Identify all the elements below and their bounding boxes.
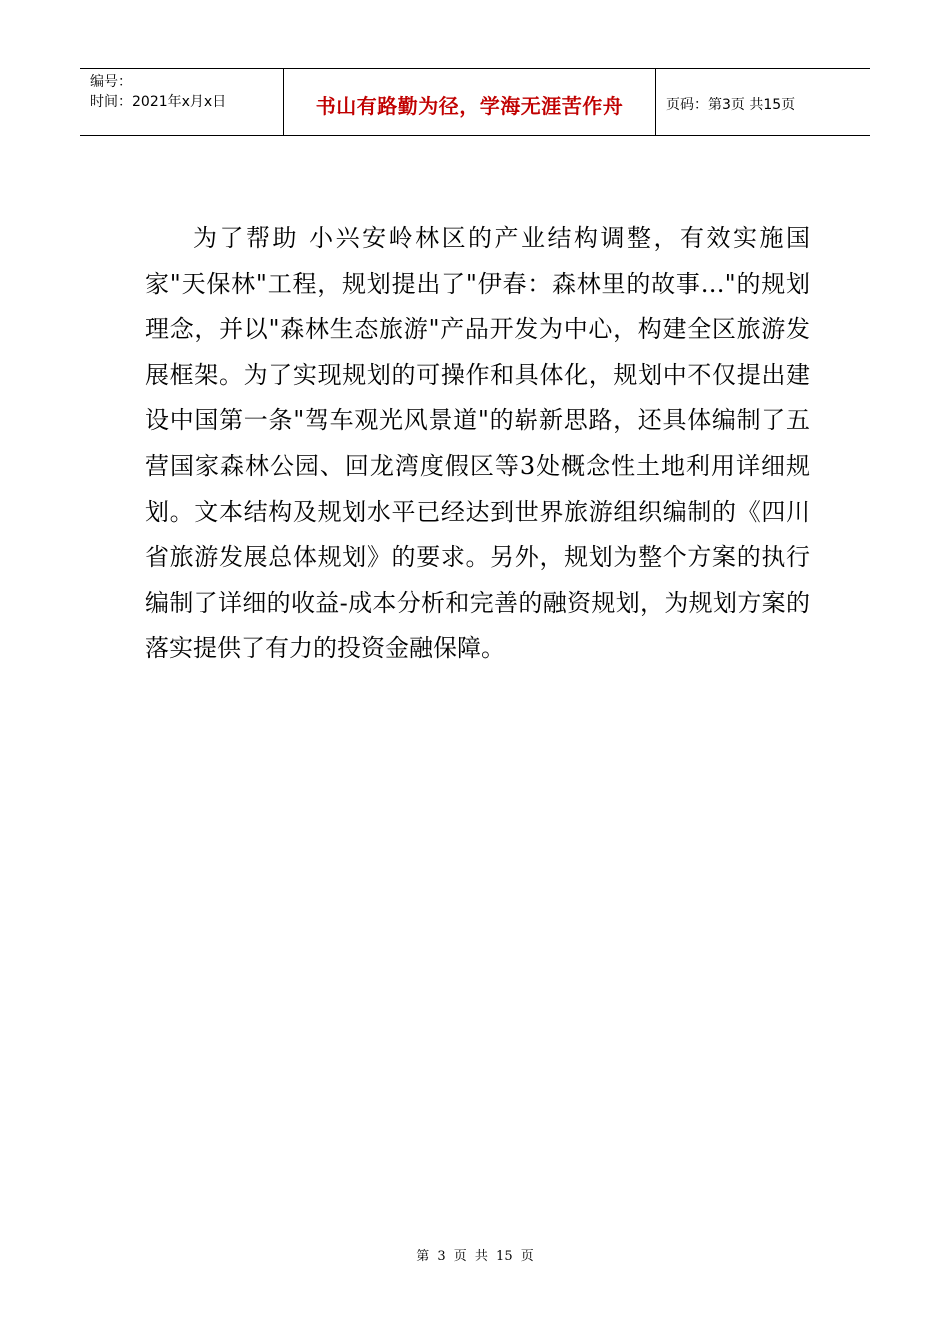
header-motto: 书山有路勤为径，学海无涯苦作舟 bbox=[315, 93, 624, 118]
body-paragraph: 为了帮助 小兴安岭林区的产业结构调整，有效实施国家"天保林"工程，规划提出了"伊春：森林里的故事…"的规划理念，并以"森林生态旅游"产品开发为中心，构建全区旅游发展框架。为了实现规划的可操作和具体化，规划中不仅提出建设中国第一条"驾车观光风景道"的崭新思路，还具体编制了五营国家森林公园、回龙湾度假区等3处概念性土地利用详细规划。文本结构及规划水平已经达到世界旅游组织编制的《四川省旅游发展总体规划》的要求。另外，规划为整个方案的执行编制了详细的收益-成本分析和完善的融资规划，为规划方案的落实提供了有力的投资金融保障。 bbox=[145, 224, 810, 663]
header-meta bbox=[80, 69, 283, 135]
document-number-label: 编号： bbox=[90, 74, 132, 90]
header-page-info: 页码：第3页 共15页 bbox=[666, 97, 796, 113]
header-page-info-cell bbox=[656, 69, 870, 135]
header-motto-cell bbox=[283, 69, 656, 135]
page-footer: 第 3 页 共 15 页 bbox=[416, 1249, 534, 1264]
document-date: 时间：2021年x月x日 bbox=[90, 94, 227, 110]
page-header bbox=[80, 68, 870, 136]
